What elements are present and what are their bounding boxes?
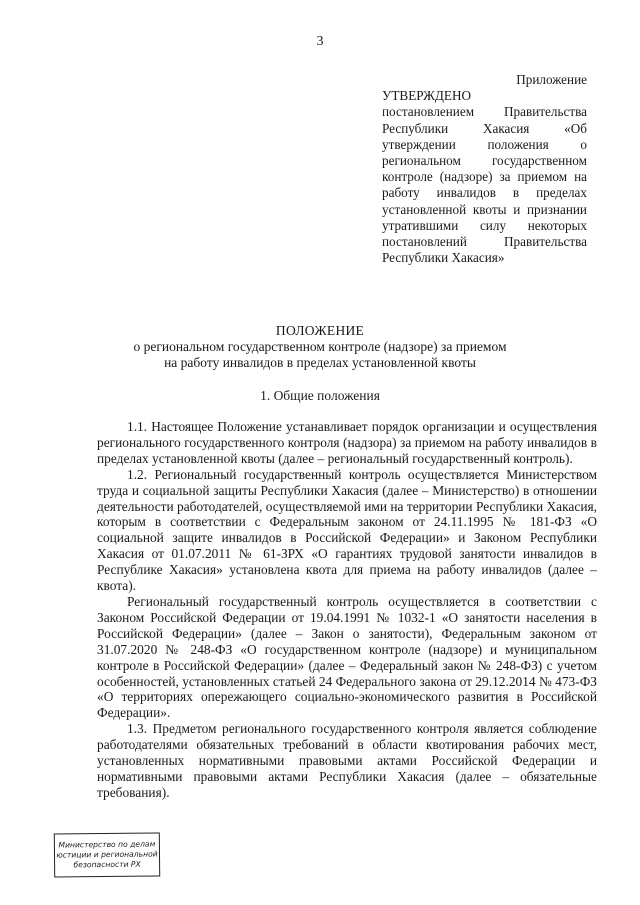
- page-number: 3: [316, 34, 324, 49]
- paragraph-1-3: 1.3. Предметом регионального государственного контроля является соблюдение работодателями обязательных требований в области квотирования рабочих мест, установленных нормативными правовыми актами Российской Федерации и нормативными правовыми актами Республики Хакасия (далее – обязательные требования).: [97, 721, 597, 800]
- paragraph-1-2-cont: Региональный государственный контроль осуществляется в соответствии с Законом Российской Федерации от 19.04.1991 № 1032-1 «О занятости населения в Российской Федерации» (далее – Закон о занятости), Федеральным законом от 31.07.2020 № 248-ФЗ «О государственном контроле (надзоре) и муниципальном контроле в Российской Федерации» (далее – Федеральный закон № 248-ФЗ) с учетом особенностей, установленных статьей 24 Федерального закона от 29.12.2014 № 473-ФЗ «О территориях опережающего социально-экономического развития в Российской Федерации».: [97, 593, 597, 721]
- appendix-label: Приложение: [516, 72, 587, 87]
- registration-stamp: [54, 832, 160, 877]
- approved-label: УТВЕРЖДЕНО: [382, 88, 472, 104]
- decree-reference: постановлением Правительства Республики Хакасия «Об утверждении положения о региональном государственном контроле (надзоре) за приемом на работу инвалидов в пределах установленной квоты и признании утратившими силу некоторых постановлений Правительства Республики Хакасия»: [382, 104, 587, 266]
- body-text: [97, 419, 597, 801]
- document-title: ПОЛОЖЕНИЕ: [275, 323, 365, 338]
- stamp-line-2: юстиции и региональной: [56, 849, 158, 860]
- document-title-block: [0, 323, 640, 371]
- approval-block: [382, 72, 587, 266]
- section-heading: 1. Общие положения: [260, 388, 380, 403]
- document-subtitle-line-2: на работу инвалидов в пределах установленной квоты: [164, 355, 476, 370]
- paragraph-1-2: 1.2. Региональный государственный контроль осуществляется Министерством труда и социальной защиты Республики Хакасия (далее – Министерство) в отношении деятельности работодателей, осуществляемой ими на территории Республики Хакасия, которым в соответствии с Федеральным законом от 24.11.1995 № 181-ФЗ «О социальной защите инвалидов в Российской Федерации» и Законом Республики Хакасия от 01.07.2011 № 61-ЗРХ «О гарантиях трудовой занятости инвалидов в Республике Хакасия» установлена квота для приема на работу инвалидов (далее – квота).: [97, 466, 597, 594]
- paragraph-1-1: 1.1. Настоящее Положение устанавливает порядок организации и осуществления регионального государственного контроля (надзора) за приемом на работу инвалидов в пределах установленной квоты (далее – региональный государственный контроль).: [97, 419, 597, 466]
- stamp-line-3: безопасности РХ: [73, 859, 141, 870]
- stamp-line-1: Министерство по делам: [58, 839, 156, 850]
- document-subtitle-line-1: о региональном государственном контроле (надзоре) за приемом: [133, 339, 507, 354]
